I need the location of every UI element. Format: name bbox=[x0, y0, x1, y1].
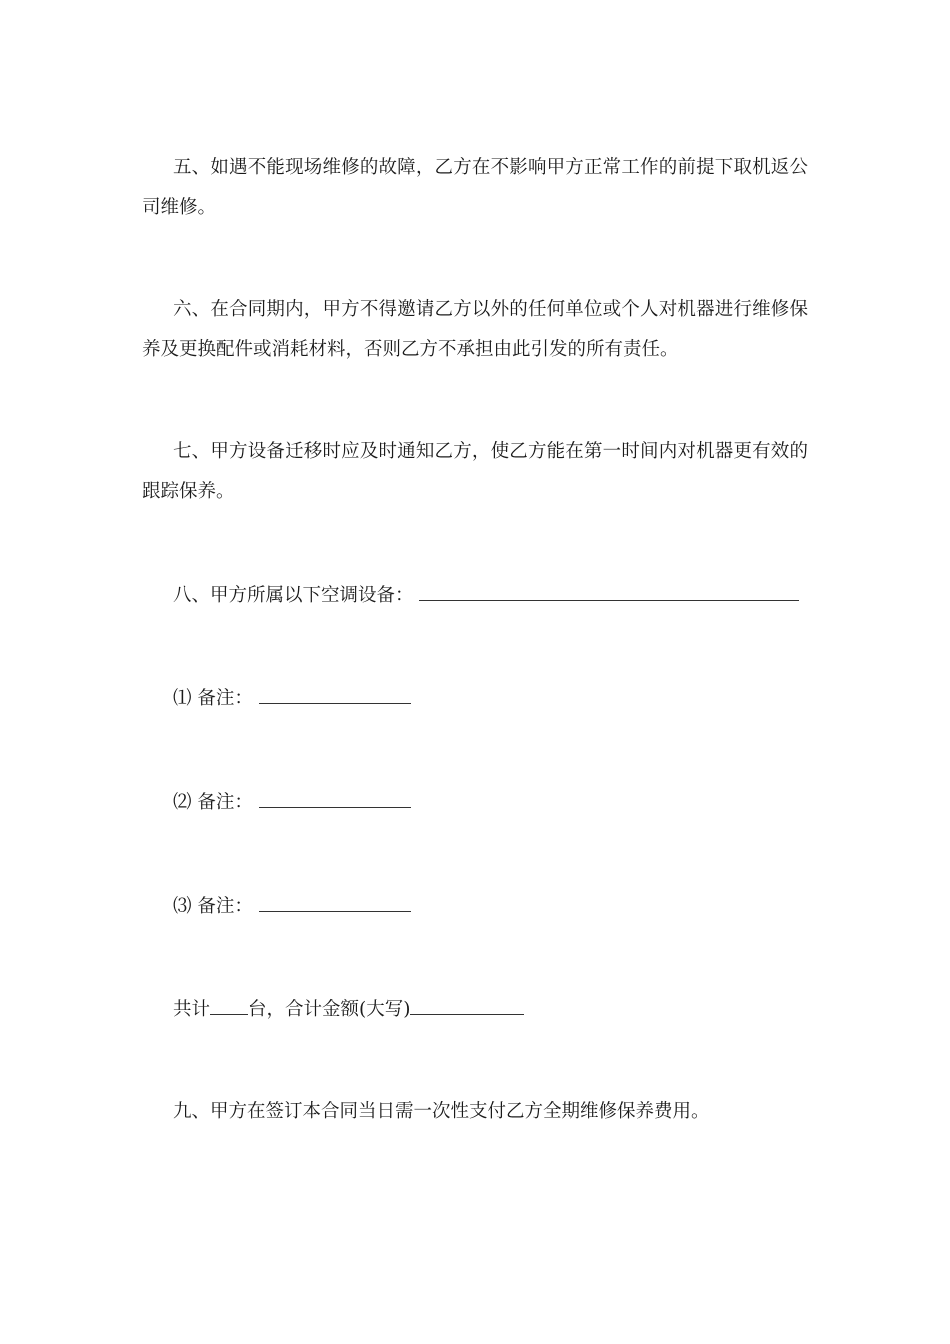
clause-7: 七、甲方设备迁移时应及时通知乙方，使乙方能在第一时间内对机器更有效的跟踪保养。 bbox=[142, 441, 808, 502]
total-mid: 台，合计金额(大写) bbox=[248, 999, 411, 1020]
note-2-row bbox=[173, 789, 411, 815]
clause-8-label: 八、甲方所属以下空调设备： bbox=[173, 585, 414, 606]
clause-9: 九、甲方在签订本合同当日需一次性支付乙方全期维修保养费用。 bbox=[173, 1101, 710, 1122]
note-1-row bbox=[173, 685, 411, 711]
note-1-label: ⑴ 备注： bbox=[173, 688, 253, 709]
note-3-label: ⑶ 备注： bbox=[173, 896, 253, 917]
clause-8-row bbox=[173, 582, 799, 608]
amount-blank[interactable] bbox=[410, 996, 524, 1015]
total-prefix: 共计 bbox=[173, 999, 211, 1020]
note-2-blank[interactable] bbox=[259, 789, 411, 808]
unit-count-blank[interactable] bbox=[210, 996, 248, 1015]
clause-5: 五、如遇不能现场维修的故障，乙方在不影响甲方正常工作的前提下取机返公司维修。 bbox=[142, 157, 808, 218]
clause-6: 六、在合同期内，甲方不得邀请乙方以外的任何单位或个人对机器进行维修保养及更换配件或消耗材料，否则乙方不承担由此引发的所有责任。 bbox=[142, 299, 808, 360]
note-2-label: ⑵ 备注： bbox=[173, 792, 253, 813]
note-3-blank[interactable] bbox=[259, 893, 411, 912]
total-row bbox=[173, 996, 524, 1022]
equipment-blank[interactable] bbox=[419, 582, 799, 601]
note-3-row bbox=[173, 893, 411, 919]
clause-9-row bbox=[173, 1100, 710, 1124]
note-1-blank[interactable] bbox=[259, 685, 411, 704]
